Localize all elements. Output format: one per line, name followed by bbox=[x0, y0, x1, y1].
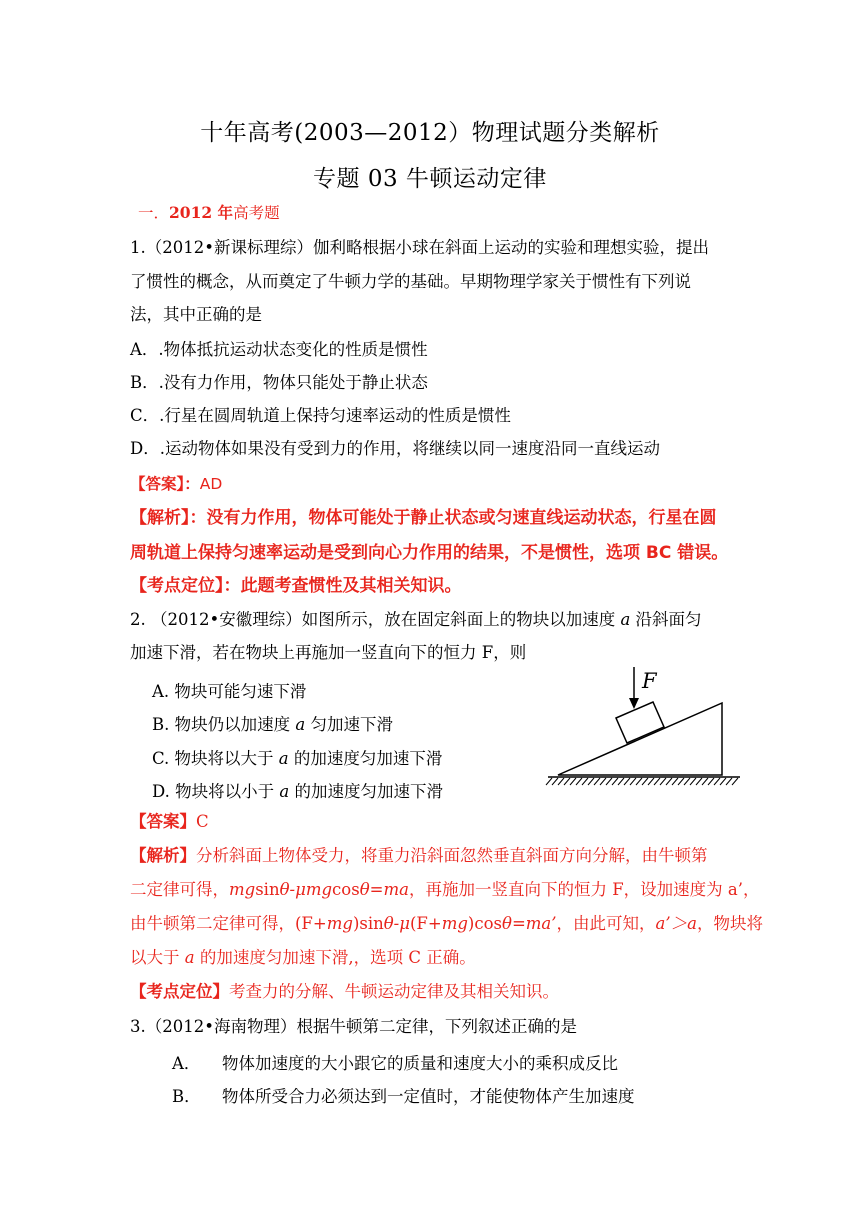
q2-option-b-a: B. 物块仍以加速度 bbox=[152, 715, 296, 734]
q3-stem: 3.（2012•海南物理）根据牛顿第二定律，下列叙述正确的是 bbox=[130, 1017, 577, 1036]
q1-option-a: A．.物体抵抗运动状态变化的性质是惯性 bbox=[130, 340, 428, 359]
q3-option-a-text: 物体加速度的大小跟它的质量和速度大小的乘积成反比 bbox=[222, 1054, 618, 1073]
q2-option-c-a: C. 物块将以大于 bbox=[152, 749, 279, 768]
q2-option-d-a: D. 物块将以小于 bbox=[152, 782, 280, 801]
hatch-line bbox=[642, 778, 648, 785]
ground-hatching bbox=[546, 777, 740, 785]
q2-option-a: A. 物块可能匀速下滑 bbox=[152, 682, 307, 701]
q2-a3-sin: )sin bbox=[352, 914, 384, 933]
q2-a3-mg1: mg bbox=[326, 914, 353, 933]
q2-a2-a: 二定律可得， bbox=[130, 880, 229, 899]
q1-option-b: B．.没有力作用，物体只能处于静止状态 bbox=[130, 373, 428, 392]
q2-option-b-b: 匀加速下滑 bbox=[305, 715, 393, 734]
hatch-line bbox=[714, 778, 720, 785]
q2-stem-line2: 加速下滑，若在物块上再施加一竖直向下的恒力 F，则 bbox=[130, 643, 527, 662]
q1-option-d: D．.运动物体如果没有受到力的作用，将继续以同一速度沿同一直线运动 bbox=[130, 439, 660, 458]
hatch-line bbox=[582, 778, 588, 785]
q2-option-d-var: a bbox=[279, 782, 290, 801]
hatch-line bbox=[660, 778, 666, 785]
hatch-line bbox=[630, 778, 636, 785]
hatch-line bbox=[672, 778, 678, 785]
q1-answer-label: 【答案】： bbox=[130, 475, 200, 493]
q1-answer-value: AD bbox=[199, 475, 223, 493]
hatch-line bbox=[576, 778, 582, 785]
hatch-line bbox=[612, 778, 618, 785]
q2-a2-mg: mg bbox=[229, 880, 256, 899]
q2-point-label: 【考点定位】 bbox=[130, 982, 229, 1001]
hatch-line bbox=[594, 778, 600, 785]
q2-option-b-var: a bbox=[295, 715, 306, 734]
force-label: F bbox=[642, 669, 657, 693]
q2-a4-a: 以大于 bbox=[130, 948, 185, 967]
hatch-line bbox=[546, 778, 552, 785]
q2-analysis-line1 bbox=[130, 846, 708, 866]
q2-point-text: 考查力的分解、牛顿运动定律及其相关知识。 bbox=[229, 982, 559, 1001]
q3-option-a-label: A． bbox=[172, 1054, 201, 1073]
hatch-line bbox=[708, 778, 714, 785]
q2-option-c-var: a bbox=[278, 749, 289, 768]
q2-a3-g: ，由此可知， bbox=[556, 914, 656, 933]
q1-option-c: C．.行星在圆周轨道上保持匀速率运动的性质是惯性 bbox=[130, 406, 511, 425]
hatch-line bbox=[720, 778, 726, 785]
q2-stem-line1-b: 沿斜面匀 bbox=[630, 610, 702, 629]
q2-a3-cmp: a’＞a bbox=[655, 914, 697, 933]
q2-analysis-label: 【解析】 bbox=[130, 846, 196, 865]
q2-analysis-line4 bbox=[130, 948, 476, 968]
hatch-line bbox=[732, 778, 738, 785]
q2-option-d-b: 的加速度匀加速下滑 bbox=[289, 782, 443, 801]
section-suffix: 高考题 bbox=[233, 204, 280, 222]
q3-option-b-text: 物体所受合力必须达到一定值时，才能使物体产生加速度 bbox=[222, 1087, 635, 1106]
hatch-line bbox=[552, 778, 558, 785]
hatch-line bbox=[624, 778, 630, 785]
topic-title: 专题 03 牛顿运动定律 bbox=[313, 166, 547, 192]
hatch-line bbox=[702, 778, 708, 785]
q1-analysis-text1: 没有力作用，物体可能处于静止状态或匀速直线运动状态，行星在圆 bbox=[206, 508, 717, 528]
hatch-line bbox=[690, 778, 696, 785]
hatch-line bbox=[726, 778, 732, 785]
q2-a2-mumg: θ-μmg bbox=[279, 880, 333, 899]
q2-analysis-line2 bbox=[130, 880, 759, 900]
hatch-line bbox=[618, 778, 624, 785]
q2-answer-label: 【答案】 bbox=[130, 812, 196, 831]
document-title: 十年高考(2003—2012）物理试题分类解析 bbox=[200, 120, 660, 146]
q1-point-text: 此题考查惯性及其相关知识。 bbox=[240, 576, 462, 596]
q1-analysis-line2: 周轨道上保持匀速率运动是受到向心力作用的结果，不是惯性，选项 BC 错误。 bbox=[130, 543, 729, 563]
hatch-line bbox=[678, 778, 684, 785]
hatch-line bbox=[558, 778, 564, 785]
hatch-line bbox=[570, 778, 576, 785]
hatch-line bbox=[636, 778, 642, 785]
q2-point bbox=[130, 982, 559, 1002]
q2-a2-ma: θ=ma bbox=[359, 880, 409, 899]
q3-option-b-label: B． bbox=[172, 1087, 201, 1106]
q2-analysis-line3 bbox=[130, 914, 763, 934]
q1-stem-line2: 了惯性的概念，从而奠定了牛顿力学的基础。早期物理学家关于惯性有下列说 bbox=[130, 272, 691, 291]
q2-var-a: a bbox=[620, 610, 631, 629]
q2-a2-sin: sin bbox=[255, 880, 280, 899]
force-arrow-head bbox=[629, 698, 639, 709]
q1-analysis-label: 【解析】： bbox=[130, 508, 207, 528]
q2-a3-mu: θ-μ bbox=[383, 914, 410, 933]
hatch-line bbox=[600, 778, 606, 785]
q1-stem-line1: 1.（2012•新课标理综）伽利略根据小球在斜面上运动的实验和理想实验，提出 bbox=[130, 238, 709, 257]
hatch-line bbox=[564, 778, 570, 785]
q2-analysis-text1: 分析斜面上物体受力，将重力沿斜面忽然垂直斜面方向分解，由牛顿第 bbox=[196, 846, 708, 865]
q1-stem-line3: 法，其中正确的是 bbox=[130, 305, 262, 324]
q2-a4-var: a bbox=[184, 948, 195, 967]
q1-point-label: 【考点定位】： bbox=[130, 576, 241, 596]
q2-option-c-b: 的加速度匀加速下滑 bbox=[288, 749, 443, 768]
q2-stem-line1-a: 2. （2012•安徽理综）如图所示，放在固定斜面上的物块以加速度 bbox=[130, 610, 621, 629]
q2-a3-mg2: mg bbox=[441, 914, 468, 933]
hatch-line bbox=[696, 778, 702, 785]
q2-answer bbox=[130, 812, 209, 832]
sliding-block bbox=[616, 702, 664, 743]
q2-a3-cos: )cos bbox=[467, 914, 503, 933]
hatch-line bbox=[648, 778, 654, 785]
q2-a2-rest: ，再施加一竖直向下的恒力 F，设加速度为 a’， bbox=[408, 880, 760, 899]
q2-a3-a: 由牛顿第二定律可得，(F+ bbox=[130, 914, 327, 933]
hatch-line bbox=[588, 778, 594, 785]
hatch-line bbox=[606, 778, 612, 785]
q2-a3-f: (F+ bbox=[409, 914, 442, 933]
hatch-line bbox=[654, 778, 660, 785]
q2-a2-cos: cos bbox=[332, 880, 360, 899]
section-year: 2012 年 bbox=[169, 203, 234, 222]
hatch-line bbox=[684, 778, 690, 785]
q2-a4-b: 的加速度匀加速下滑,，选项 C 正确。 bbox=[194, 948, 476, 967]
q2-a3-ma: θ=ma’ bbox=[502, 914, 557, 933]
q2-answer-value: C bbox=[196, 812, 209, 831]
section-prefix: 一． bbox=[138, 204, 170, 222]
q2-a3-i: ，物块将 bbox=[696, 914, 763, 933]
hatch-line bbox=[666, 778, 672, 785]
